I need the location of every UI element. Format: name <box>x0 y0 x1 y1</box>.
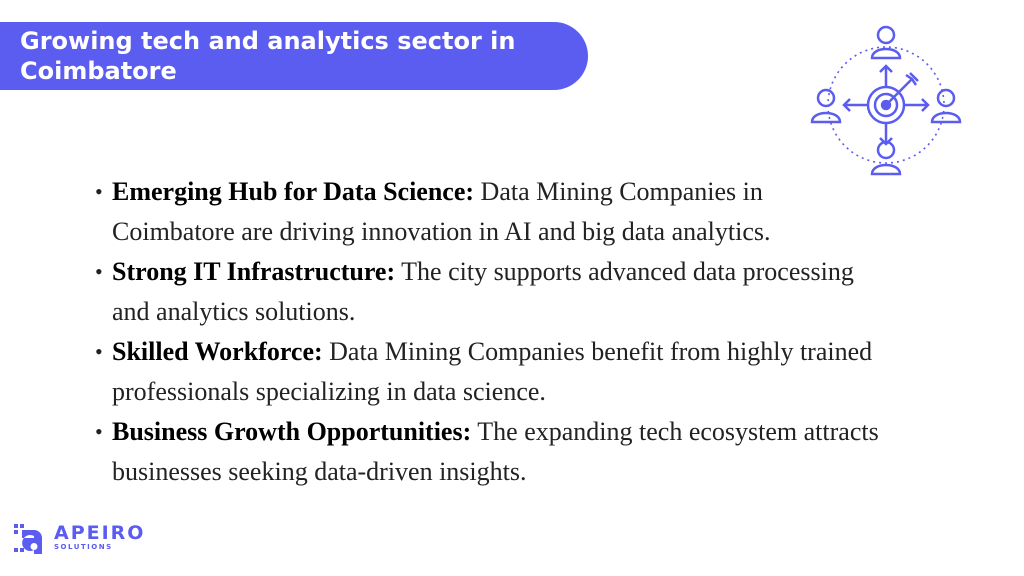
company-logo <box>12 518 162 558</box>
page-title: Growing tech and analytics sector in Coimbatore <box>20 27 516 85</box>
bullet-heading: Emerging Hub for Data Science: <box>112 177 475 206</box>
target-people-network-icon <box>800 20 972 186</box>
bullet-point: • <box>95 179 103 204</box>
bullet-point: • <box>95 259 103 284</box>
title-banner <box>0 22 588 90</box>
list-item <box>95 172 885 252</box>
bullet-list <box>95 172 885 492</box>
bullet-heading: Business Growth Opportunities: <box>112 417 472 446</box>
bullet-point: • <box>95 419 103 444</box>
bullet-text: Data Mining Companies benefit from highly trained professionals specializing in data science. <box>112 337 873 406</box>
list-item <box>95 332 885 412</box>
logo-subtitle: SOLUTIONS <box>54 543 113 551</box>
bullet-text: The expanding tech ecosystem attracts businesses seeking data-driven insights. <box>112 417 879 486</box>
apeiro-logo-icon <box>12 522 46 556</box>
bullet-heading: Skilled Workforce: <box>112 337 323 366</box>
bullet-text: Data Mining Companies in Coimbatore are driving innovation in AI and big data analytics. <box>112 177 771 246</box>
bullet-text: The city supports advanced data processing and analytics solutions. <box>112 257 854 326</box>
logo-name: APEIRO <box>54 522 146 544</box>
bullet-heading: Strong IT Infrastructure: <box>112 257 396 286</box>
list-item <box>95 412 885 492</box>
list-item <box>95 252 885 332</box>
bullet-point: • <box>95 339 103 364</box>
